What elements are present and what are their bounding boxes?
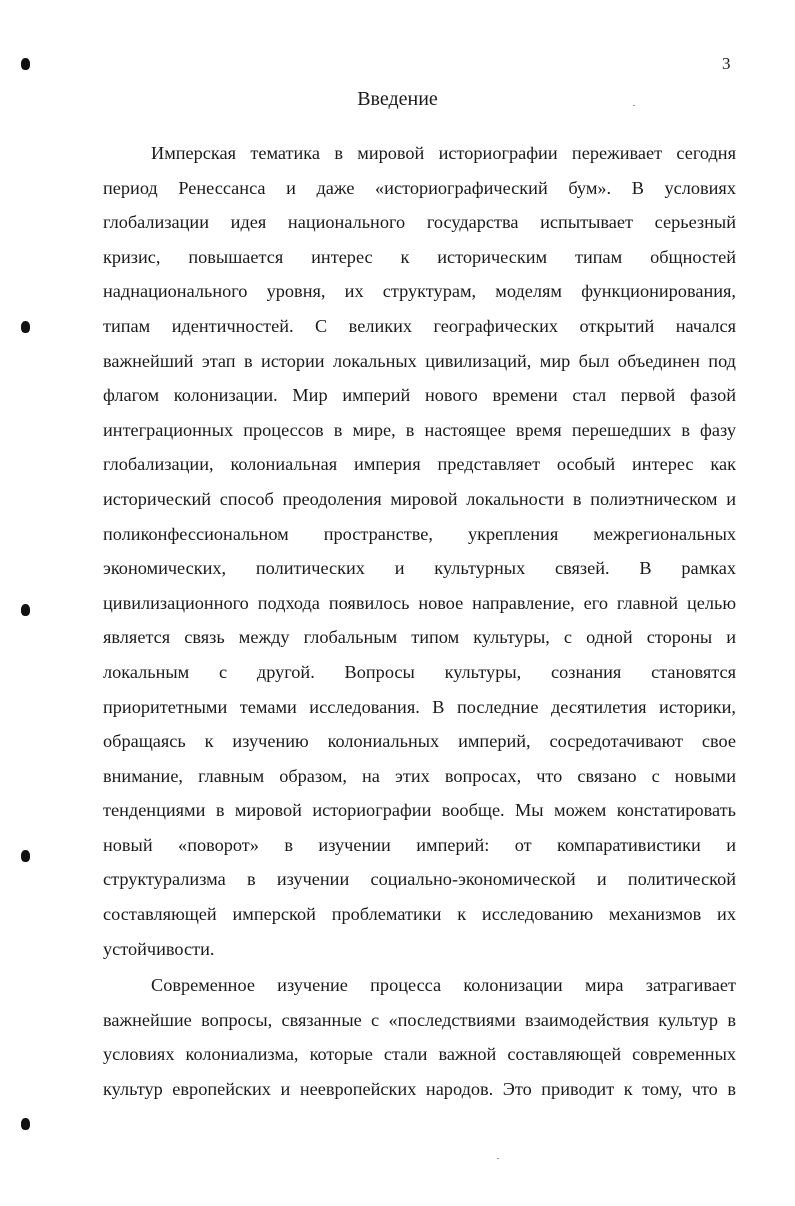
text-line: период Ренессанса и даже «историографический бум». В условиях bbox=[103, 177, 736, 198]
punch-hole-mark bbox=[21, 850, 30, 862]
text-line: флагом колонизации. Мир империй нового времени стал первой фазой bbox=[103, 385, 736, 406]
text-line: цивилизационного подхода появилось новое направление, его главной целью bbox=[103, 592, 736, 613]
text-line: типам идентичностей. С великих географических открытий начался bbox=[103, 315, 736, 336]
punch-hole-mark bbox=[21, 58, 30, 70]
text-line: глобализации идея национального государства испытывает серьезный bbox=[103, 212, 736, 233]
punch-hole-mark bbox=[21, 321, 30, 333]
text-line: устойчивости. bbox=[103, 938, 215, 959]
text-line: структурализма в изучении социально-экономической и политической bbox=[103, 869, 736, 890]
paragraph-1 bbox=[103, 136, 736, 966]
paragraph-2 bbox=[103, 968, 736, 1106]
page-number: 3 bbox=[722, 54, 731, 73]
text-line: Имперская тематика в мировой историографии переживает сегодня bbox=[151, 143, 736, 163]
text-line: обращаясь к изучению колониальных империй, сосредотачивают свое bbox=[103, 731, 736, 752]
page-title: Введение bbox=[357, 88, 438, 110]
text-line: внимание, главным образом, на этих вопросах, что связано с новыми bbox=[103, 765, 736, 786]
text-line: важнейший этап в истории локальных цивилизаций, мир был объединен под bbox=[103, 350, 736, 371]
scan-speck bbox=[633, 105, 635, 106]
text-line: составляющей имперской проблематики к исследованию механизмов их bbox=[103, 904, 736, 925]
text-line: экономических, политических и культурных связей. В рамках bbox=[103, 558, 736, 579]
scan-speck bbox=[497, 1158, 499, 1159]
punch-hole-mark bbox=[21, 604, 30, 616]
text-line: интеграционных процессов в мире, в настоящее время перешедших в фазу bbox=[103, 419, 736, 440]
text-line: новый «поворот» в изучении империй: от компаративистики и bbox=[103, 834, 736, 855]
text-line: важнейшие вопросы, связанные с «последствиями взаимодействия культур в bbox=[103, 1009, 736, 1030]
text-line: локальным с другой. Вопросы культуры, сознания становятся bbox=[103, 661, 736, 682]
text-line: приоритетными темами исследования. В последние десятилетия историки, bbox=[103, 696, 736, 717]
text-line: глобализации, колониальная империя представляет особый интерес как bbox=[103, 454, 736, 475]
text-line: поликонфессиональном пространстве, укрепления межрегиональных bbox=[103, 523, 736, 544]
text-line: кризис, повышается интерес к историческим типам общностей bbox=[103, 246, 736, 267]
punch-hole-mark bbox=[21, 1118, 30, 1130]
text-line: Современное изучение процесса колонизации мира затрагивает bbox=[151, 975, 736, 995]
text-line: культур европейских и неевропейских народов. Это приводит к тому, что в bbox=[103, 1078, 736, 1099]
text-line: условиях колониализма, которые стали важной составляющей современных bbox=[103, 1044, 736, 1065]
text-line: тенденциями в мировой историографии вообще. Мы можем констатировать bbox=[103, 800, 736, 821]
text-line: является связь между глобальным типом культуры, с одной стороны и bbox=[103, 627, 736, 648]
text-line: наднационального уровня, их структурам, моделям функционирования, bbox=[103, 281, 736, 302]
text-line: исторический способ преодоления мировой локальности в полиэтническом и bbox=[103, 488, 736, 509]
